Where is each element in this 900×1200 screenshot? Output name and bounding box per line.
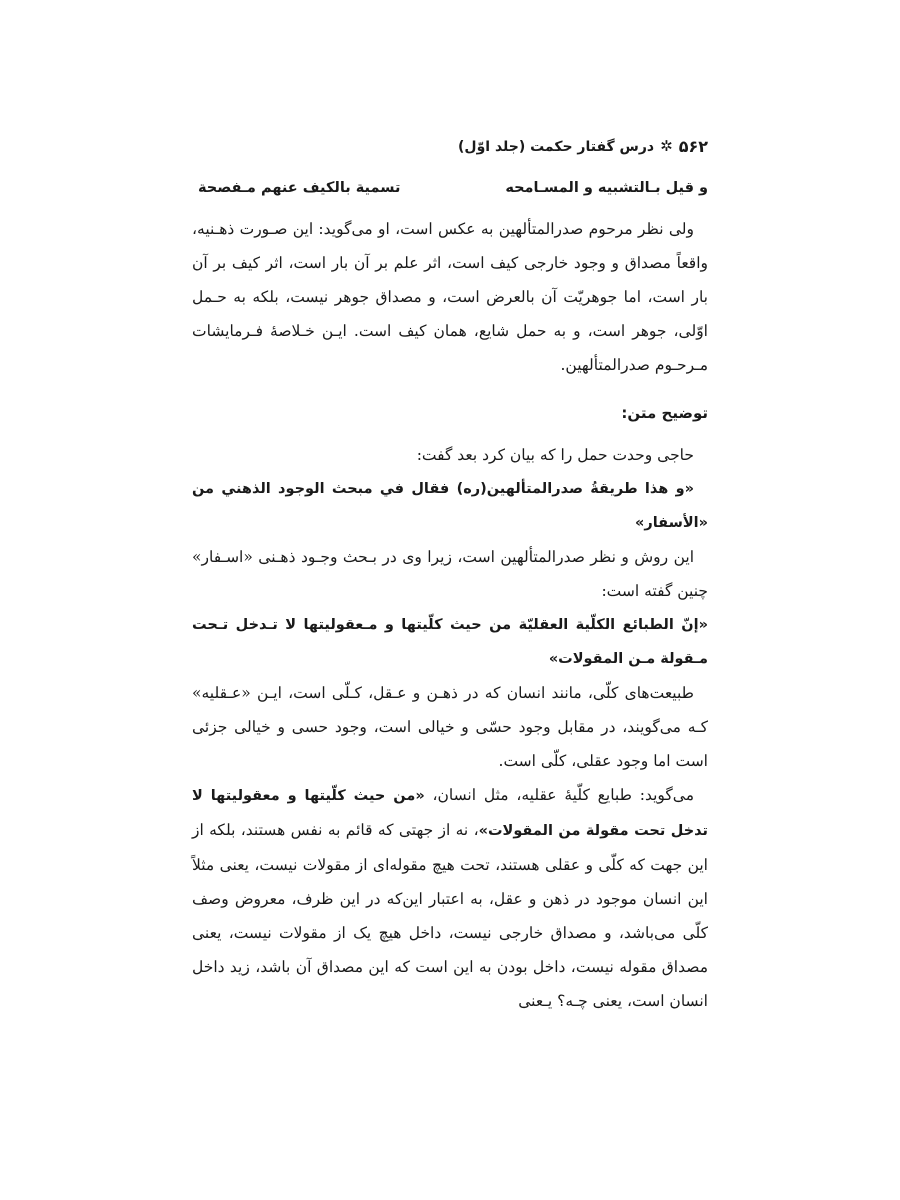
verse-hemistich-2: تسمیة بالکیف عنهم مـفصحة <box>198 180 401 196</box>
page-number: ۵۶۲ <box>678 137 708 156</box>
body-paragraph-3: این روش و نظر صدرالمتألهین است، زیرا وی در بـحث وجـود ذهـنی «اسـفار» چنین گفته است: <box>192 548 708 600</box>
arabic-quote-1: «و هذا طریقةُ صدرالمتألهین(ره) فقال في مبحث الوجود الذهني من «الأسفار» <box>192 481 708 531</box>
body-paragraph-2: حاجی وحدت حمل را که بیان کرد بعد گفت: <box>416 446 694 464</box>
poetry-verse <box>192 180 708 206</box>
inline-arabic-quote: «من حیث کلّیتها و معقولیتها لا تدخل تحت مقولة من المقولات» <box>192 788 708 839</box>
page-header <box>192 137 708 156</box>
running-title: درس گفتار حکمت (جلد اوّل) <box>458 138 655 155</box>
body-paragraph-5: می‌گوید: طبایع کلّیهٔ عقلیه، مثل انسان، «من حیث کلّیتها و معقولیتها لا تدخل تحت مقولة من المقولات»، نه از جهتی که قائم به نفس هستند، بلکه از این جهت که کلّی و عقلی هستند، تحت هیچ مقوله‌ای از مقولات نیست، یعنی مثلاً این انسان موجود در ذهن و عقل، به اعتبار این‌که در این ظرف، معروض وصف کلّی می‌باشد، و مصداق خارجی نیست، داخل هیچ یک از مقولات نیست، یعنی مصداق مقوله نیست، داخل بودن به این است که این مصداق آن باشد، زید داخل انسان است، یعنی چـه؟ یـعنی <box>192 786 708 1010</box>
arabic-quote-2: «إنّ الطبائع الکلّیة العقلیّة من حیث کلّیتها و مـعقولیتها لا تـدخل تـحت مـقولة مـن المقولات» <box>192 617 708 667</box>
body-paragraph-1: ولی نظر مرحوم صدرالمتألهین به عکس است، او می‌گوید: این صـورت ذهـنیه، واقعاً مصداق و وجود خارجی کیف است، اثر علم بر آن بار است، اثر کیف بر آن بار است، اما جوهریّت آن بالعرض است، و مصداق جوهر نیست، بلکه به حـمل اوّلی، جوهر است، و به حمل شایع، همان کیف است. ایـن خـلاصهٔ فـرمایشات مـرحـوم صدرالمتألهین. <box>192 220 708 374</box>
commentary-block <box>192 438 708 1018</box>
flower-ornament-icon: ✲ <box>660 137 673 155</box>
body-paragraph-4: طبیعت‌های کلّی، مانند انسان که در ذهـن و عـقل، کـلّی است، ایـن «عـقلیه» کـه می‌گویند، در مقابل وجود حسّی و خیالی است، وجود حسی و خیالی جزئی است اما وجود عقلی، کلّی است. <box>192 684 708 770</box>
verse-hemistich-1: و قیل بـالتشبیه و المسـامحه <box>505 180 708 196</box>
section-heading: توضیح متن: <box>621 404 708 422</box>
